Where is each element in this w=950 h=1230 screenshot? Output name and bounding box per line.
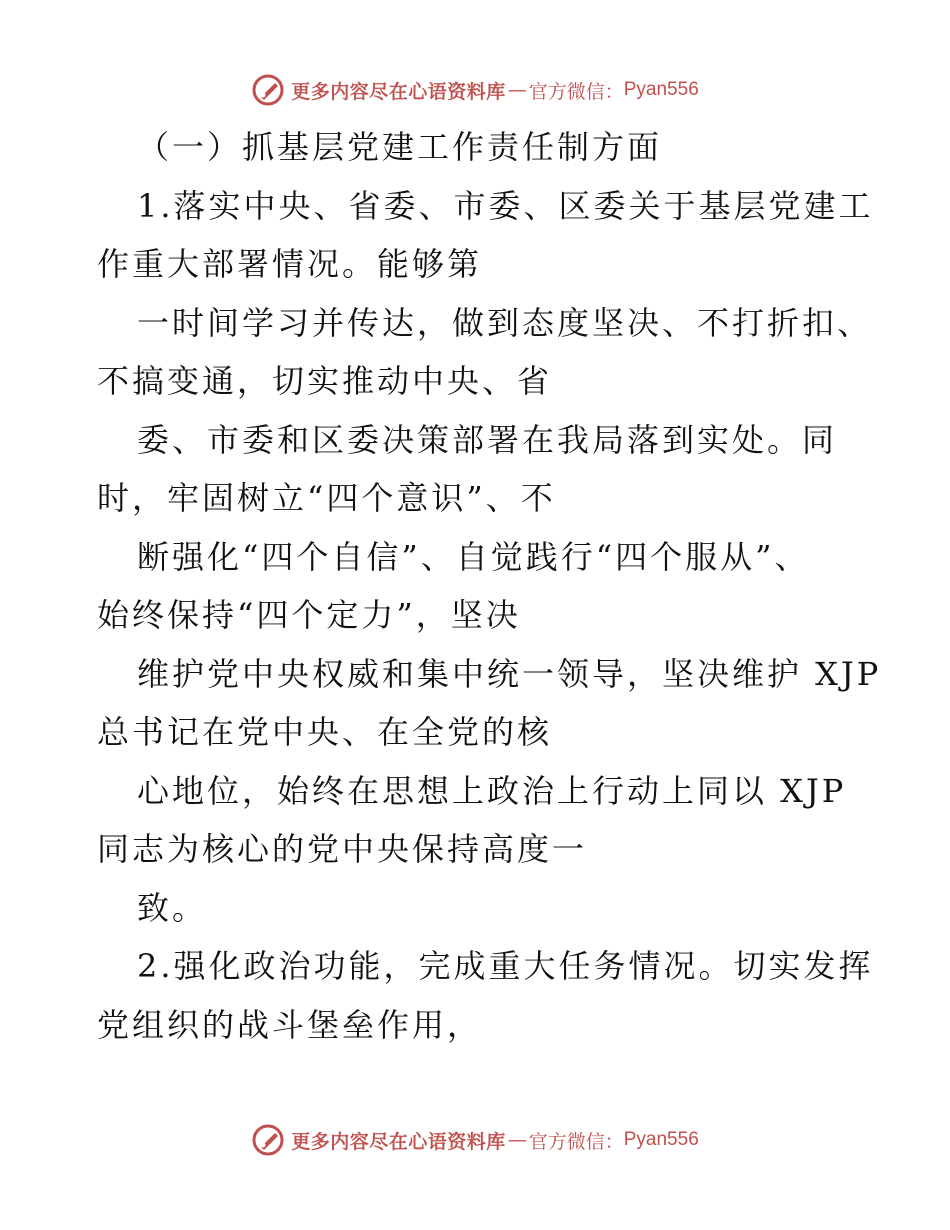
footer-watermark	[0, 1120, 950, 1160]
text-line: 一时间学习并传达，做到态度坚决、不打折扣、	[137, 303, 873, 342]
watermark-account: Pyan556	[623, 1129, 699, 1150]
text-line: 致。	[137, 888, 208, 927]
text-line: 时，牢固树立“四个意识”、不	[97, 479, 556, 517]
pen-nib-logo-icon	[251, 73, 285, 107]
text-line: 2.强化政治功能，完成重大任务情况。切实发挥	[137, 947, 874, 985]
header-watermark	[0, 70, 950, 110]
watermark-text: 更多内容尽在心语资料库	[291, 80, 506, 103]
watermark-separator: —	[507, 1129, 527, 1151]
watermark-label: 官方微信：	[528, 80, 624, 103]
watermark-text: 更多内容尽在心语资料库	[291, 1130, 506, 1153]
watermark-label: 官方微信：	[528, 1130, 624, 1153]
text-line: 心地位，始终在思想上政治上行动上同以 XJP	[137, 771, 847, 810]
text-line: 党组织的战斗堡垒作用，	[97, 1005, 483, 1044]
section-heading: （一）抓基层党建工作责任制方面	[137, 128, 663, 166]
text-line: 委、市委和区委决策部署在我局落到实处。同	[137, 420, 838, 459]
text-line: 作重大部署情况。能够第	[97, 245, 483, 283]
text-line: 不搞变通，切实推动中央、省	[97, 362, 553, 400]
pen-nib-logo-icon	[251, 1123, 285, 1157]
text-line: 始终保持“四个定力”，坚决	[97, 596, 521, 634]
text-line: 断强化“四个自信”、自觉践行“四个服从”、	[137, 537, 810, 576]
text-line: 维护党中央权威和集中统一领导，坚决维护 XJP	[137, 654, 882, 693]
watermark-separator: —	[507, 79, 527, 101]
text-line: 同志为核心的党中央保持高度一	[97, 830, 588, 868]
text-line: 总书记在党中央、在全党的核	[97, 713, 553, 751]
text-line: 1.落实中央、省委、市委、区委关于基层党建工	[137, 186, 874, 225]
watermark-account: Pyan556	[623, 79, 699, 100]
document-body	[97, 118, 882, 1054]
